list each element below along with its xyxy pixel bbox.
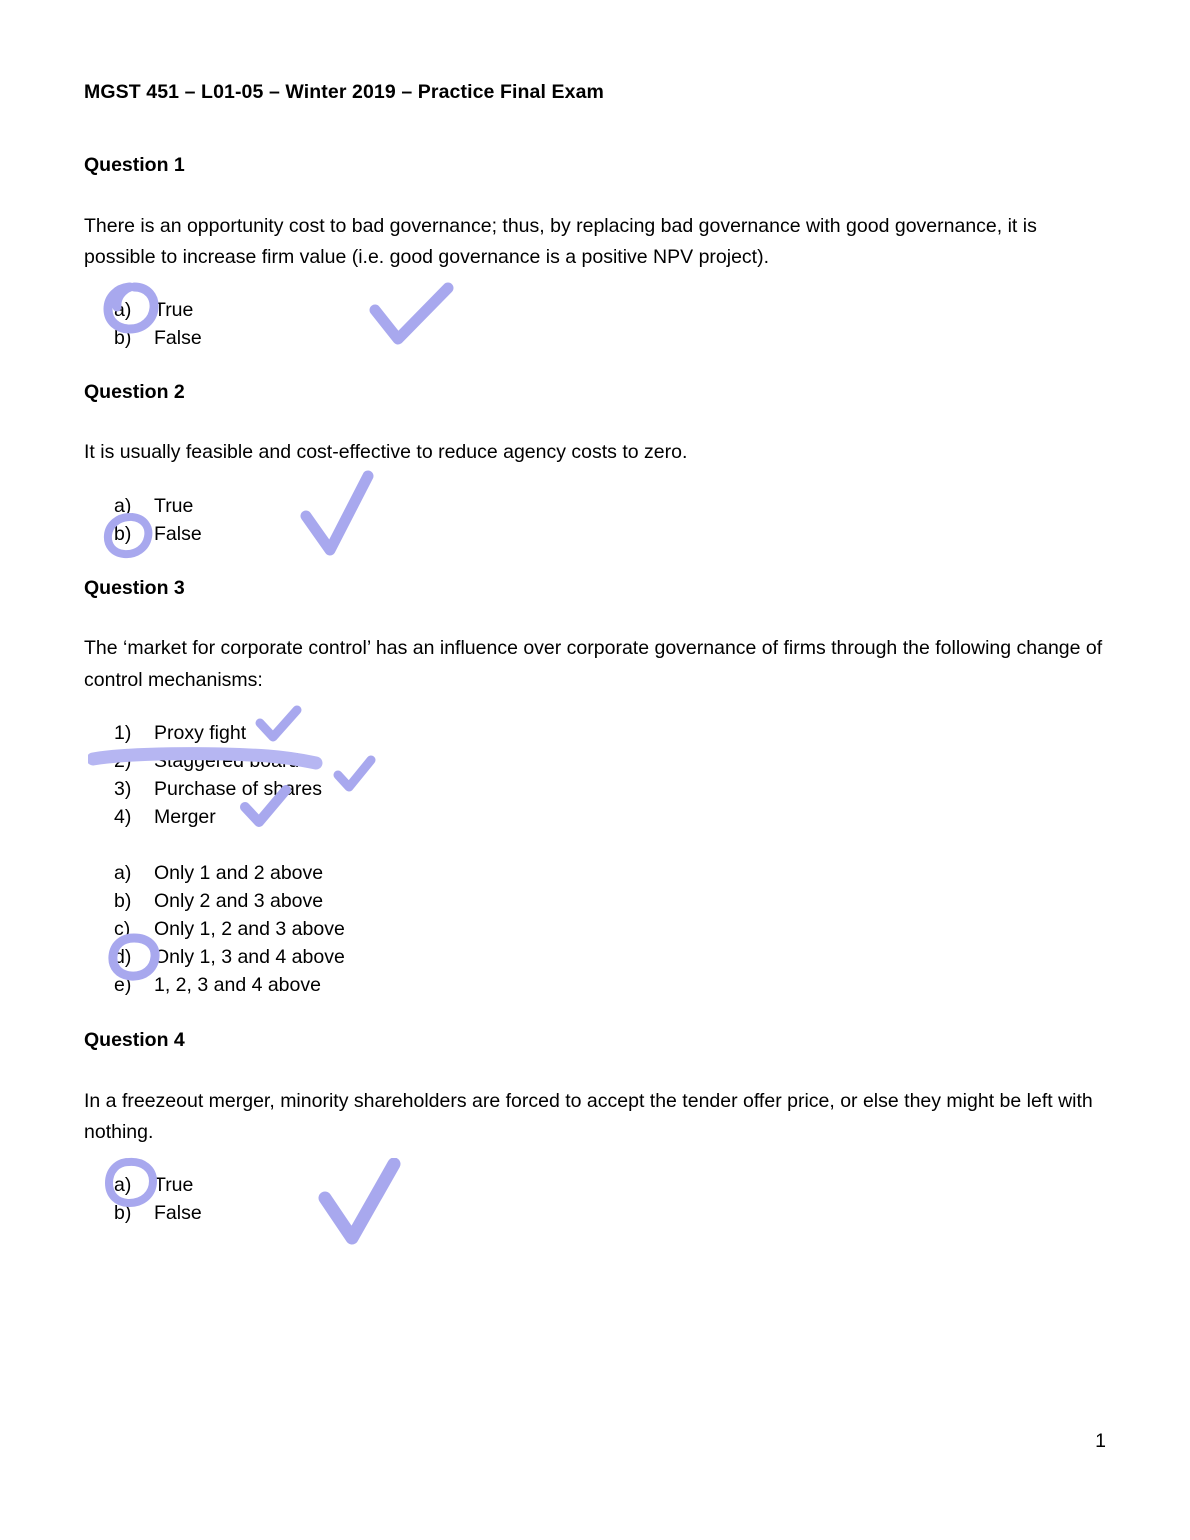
question-block-3: [84, 576, 1106, 999]
option-marker: d): [114, 946, 132, 969]
question-heading-3: Question 3: [84, 577, 185, 600]
mechanism-marker: 1): [114, 721, 132, 744]
option-list-2: [84, 492, 1106, 548]
question-heading-1: Question 1: [84, 154, 185, 177]
option-label: True: [154, 494, 194, 517]
option-marker: b): [114, 889, 132, 912]
option-label: True: [154, 298, 194, 321]
option-row[interactable]: [84, 943, 1106, 971]
option-row[interactable]: [84, 1199, 1106, 1227]
option-marker: e): [114, 974, 132, 997]
mechanism-row[interactable]: [84, 719, 1106, 747]
option-marker: a): [114, 298, 132, 321]
option-label: 1, 2, 3 and 4 above: [154, 974, 321, 997]
option-marker: a): [114, 1173, 132, 1196]
mechanism-row[interactable]: [84, 803, 1106, 831]
option-list-4: [84, 1171, 1106, 1227]
option-label: Only 2 and 3 above: [154, 889, 324, 912]
question-heading-2: Question 2: [84, 381, 185, 403]
option-list-1: [84, 296, 1106, 352]
option-row[interactable]: [84, 859, 1106, 887]
question-stem-2: It is usually feasible and cost-effective to reduce agency costs to zero.: [84, 441, 688, 464]
option-label: Only 1, 3 and 4 above: [154, 946, 345, 969]
question-block-4: [84, 1028, 1106, 1227]
mechanism-label: Proxy fight: [154, 721, 247, 744]
option-label: False: [154, 523, 202, 545]
option-marker: a): [114, 494, 132, 517]
option-list-3: [84, 859, 1106, 999]
mechanism-marker: 2): [114, 749, 132, 772]
mechanism-marker: 4): [114, 805, 132, 828]
mechanism-row[interactable]: [84, 775, 1106, 803]
option-row[interactable]: [84, 296, 1106, 324]
option-marker: b): [114, 1201, 132, 1224]
option-marker: a): [114, 861, 132, 884]
question-stem-4: In a freezeout merger, minority shareholders are forced to accept the tender offer price, or else they might be left with nothing.: [84, 1089, 1093, 1144]
option-marker: b): [114, 523, 132, 545]
option-row[interactable]: [84, 1171, 1106, 1199]
page-title: MGST 451 – L01-05 – Winter 2019 – Practice Final Exam: [84, 81, 604, 103]
option-label: False: [154, 326, 202, 349]
question-heading-4: Question 4: [84, 1029, 185, 1052]
mechanism-label: Staggered board: [154, 749, 300, 772]
option-row[interactable]: [84, 971, 1106, 999]
option-row[interactable]: [84, 887, 1106, 915]
option-label: Only 1, 2 and 3 above: [154, 918, 345, 941]
option-label: True: [154, 1173, 194, 1196]
mechanism-label: Purchase of shares: [154, 777, 323, 800]
option-row[interactable]: [84, 324, 1106, 352]
question-stem-3: The ‘market for corporate control’ has an influence over corporate governance of firms through the following change of control mechanisms:: [84, 637, 1103, 691]
option-row[interactable]: [84, 492, 1106, 520]
option-marker: c): [114, 918, 131, 941]
page-number: 1: [1095, 1430, 1106, 1452]
option-marker: b): [114, 326, 132, 349]
question-stem-1: There is an opportunity cost to bad governance; thus, by replacing bad governance with good governance, it is possible to increase firm value (i.e. good governance is a positive NPV project).: [84, 214, 1037, 269]
mechanism-row[interactable]: [84, 747, 1106, 775]
option-row[interactable]: [84, 915, 1106, 943]
option-label: Only 1 and 2 above: [154, 861, 324, 884]
mechanism-list: [84, 719, 1106, 831]
question-block-1: [84, 153, 1106, 352]
question-block-2: [84, 380, 1106, 548]
option-row[interactable]: [84, 520, 1106, 548]
document-body: [84, 80, 1106, 1227]
mechanism-marker: 3): [114, 777, 132, 800]
option-label: False: [154, 1201, 202, 1224]
mechanism-label: Merger: [154, 805, 216, 828]
